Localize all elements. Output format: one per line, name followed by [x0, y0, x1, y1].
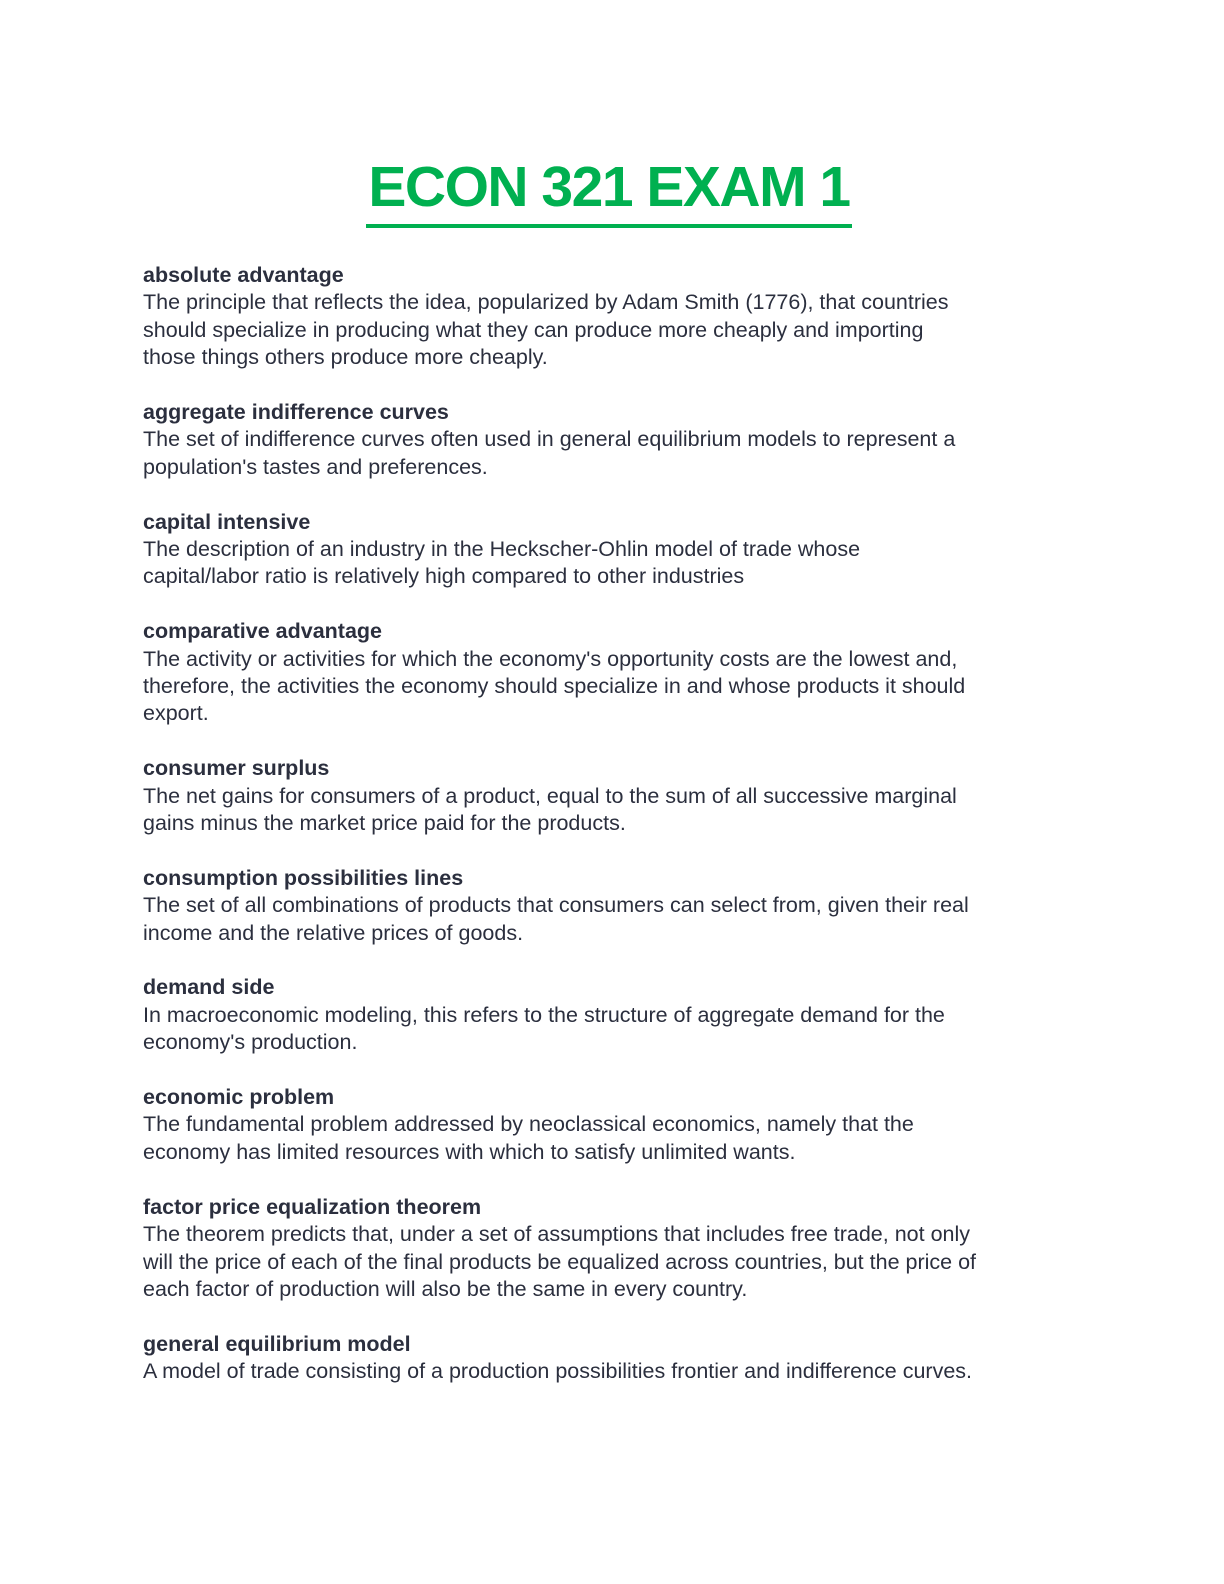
document-title-block: [0, 150, 1224, 228]
definition-line: gains minus the market price paid for the products.: [143, 811, 626, 836]
definition-line: The principle that reflects the idea, popularized by Adam Smith (1776), that countries: [143, 290, 949, 315]
definition-line: those things others produce more cheaply.: [143, 345, 548, 370]
glossary-list: [143, 262, 1103, 1413]
definition-line: In macroeconomic modeling, this refers to the structure of aggregate demand for the: [143, 1002, 945, 1027]
definition-line: The theorem predicts that, under a set of assumptions that includes free trade, not only: [143, 1222, 971, 1247]
glossary-term: factor price equalization theorem: [143, 1194, 482, 1219]
definition-line: will the price of each of the final products be equalized across countries, but the price of: [143, 1249, 976, 1274]
definition-line: The net gains for consumers of a product, equal to the sum of all successive marginal: [143, 783, 957, 808]
glossary-entry: [143, 1194, 1103, 1304]
definition-line: The fundamental problem addressed by neoclassical economics, namely that the: [143, 1112, 914, 1137]
glossary-term: consumer surplus: [143, 756, 330, 781]
definition-line: therefore, the activities the economy should specialize in and whose products it should: [143, 674, 966, 699]
definition-line: The set of all combinations of products that consumers can select from, given their real: [143, 893, 969, 918]
glossary-entry: [143, 618, 1103, 728]
glossary-entry: [143, 865, 1103, 947]
glossary-term: economic problem: [143, 1085, 335, 1110]
glossary-entry: [143, 974, 1103, 1056]
glossary-entry: [143, 755, 1103, 837]
glossary-term: capital intensive: [143, 509, 311, 534]
definition-line: each factor of production will also be the same in every country.: [143, 1276, 748, 1301]
definition-line: The activity or activities for which the economy's opportunity costs are the lowest and,: [143, 646, 958, 671]
glossary-entry: [143, 1331, 1103, 1386]
definition-line: economy has limited resources with which to satisfy unlimited wants.: [143, 1139, 796, 1164]
glossary-entry: [143, 509, 1103, 591]
glossary-term: demand side: [143, 975, 275, 1000]
glossary-term: absolute advantage: [143, 263, 344, 287]
glossary-term: general equilibrium model: [143, 1331, 411, 1356]
definition-line: A model of trade consisting of a production possibilities frontier and indifference curves.: [143, 1359, 973, 1384]
glossary-term: consumption possibilities lines: [143, 865, 464, 890]
definition-line: income and the relative prices of goods.: [143, 920, 524, 945]
definition-line: export.: [143, 701, 209, 726]
glossary-term: comparative advantage: [143, 619, 382, 644]
glossary-entry: [143, 1084, 1103, 1166]
definition-line: The description of an industry in the Heckscher-Ohlin model of trade whose: [143, 537, 861, 562]
glossary-entry: [143, 399, 1103, 481]
definition-line: The set of indifference curves often used in general equilibrium models to represent a: [143, 427, 956, 452]
glossary-term: aggregate indifference curves: [143, 400, 449, 425]
definition-line: should specialize in producing what they can produce more cheaply and importing: [143, 317, 924, 342]
definition-line: economy's production.: [143, 1030, 358, 1055]
document-title: ECON 321 EXAM 1: [366, 150, 851, 228]
glossary-entry: [143, 262, 1103, 372]
definition-line: population's tastes and preferences.: [143, 454, 488, 479]
definition-line: capital/labor ratio is relatively high compared to other industries: [143, 564, 745, 589]
